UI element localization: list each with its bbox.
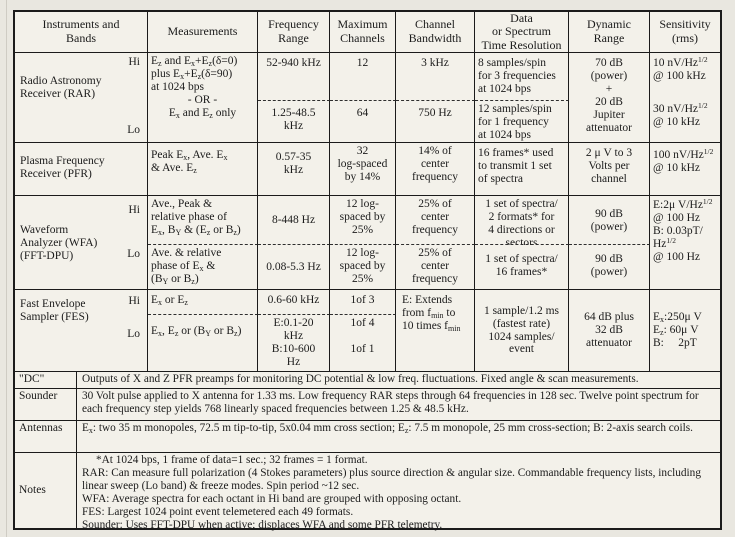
rar-hi-resolution: 8 samples/spin for 3 frequencies at 1024 bps — [475, 53, 569, 101]
rar-instrument-cell — [15, 53, 148, 143]
col-header-channel-bandwidth-label: Channel Bandwidth — [408, 17, 462, 45]
fes-instrument-cell — [15, 290, 148, 372]
rar-measurements-cell — [148, 53, 258, 143]
col-header-instruments-label: Instruments and Bands — [42, 17, 120, 45]
wfa-hi-measurements: Ave., Peak & relative phase of $E_x$, $B_Y$ & ($E_z$ or $B_z$) — [148, 196, 258, 245]
antennas-row-label: Antennas — [15, 421, 77, 452]
fes-hi-measurements: $E_x$ or $E_z$ — [148, 290, 258, 315]
fes-lo-frequency: E:0.1-20 kHz B:10-600 Hz — [258, 314, 330, 372]
wfa-lo-frequency — [258, 244, 330, 290]
wfa-lo-band-label: Lo — [127, 248, 140, 260]
wfa-instrument-cell — [15, 196, 148, 290]
col-header-maximum-channels — [330, 12, 396, 53]
rar-hi-band-label: Hi — [128, 56, 140, 68]
dc-row — [15, 372, 720, 389]
rar-measurements-a: $E_z$ and $E_x+E_z(\delta=0)$ plus $E_x+E_z(\delta=90)$ at 1024 bps — [151, 55, 238, 93]
fes-hi-channels: 1of 3 — [330, 290, 396, 315]
fes-resolution — [475, 290, 569, 372]
note-line-sounder: Sounder: Uses FFT-DPU when active; displaces WFA and some PFR telemetry. — [82, 519, 443, 532]
col-header-frequency-range — [258, 12, 330, 53]
wfa-lo-bandwidth: 25% of center frequency — [396, 244, 475, 290]
instrument-summary-table — [13, 10, 722, 530]
rar-hi-channels: 12 — [330, 53, 396, 101]
rar-dynamic-range: 70 dB (power) + 20 dB Jupiter attenuator — [569, 53, 650, 143]
dc-row-label: "DC" — [15, 372, 77, 388]
wfa-lo-channels: 12 log- spaced by 25% — [330, 244, 396, 290]
col-header-measurements-label: Measurements — [167, 24, 238, 39]
wfa-hi-frequency — [258, 196, 330, 245]
note-line-wfa: WFA: Average spectra for each octant in Hi band are grouped with opposing octant. — [82, 493, 462, 506]
wfa-hi-dynamic-range: 90 dB (power) — [569, 196, 650, 245]
antennas-row-text: $E_x$: two 35 m monopoles, 72.5 m tip-to-tip, 5x0.04 mm cross section; $E_z$: 7.5 m monopole, 25 mm cross-section; B: 2-axis search coils. — [82, 422, 693, 435]
pfr-instrument-cell — [15, 143, 148, 196]
notes-row-text — [77, 453, 720, 532]
wfa-hi-channels: 12 log- spaced by 25% — [330, 196, 396, 245]
rar-hi-sensitivity: 10 $nV/Hz^{1/2}$ @ 100 kHz — [653, 55, 708, 82]
rar-lo-frequency: 1.25-48.5 kHz — [258, 100, 330, 143]
rar-hi-bandwidth: 3 kHz — [396, 53, 475, 101]
col-header-instruments — [15, 12, 148, 53]
col-header-channel-bandwidth — [396, 12, 475, 53]
rar-name: Radio Astronomy Receiver (RAR) — [20, 75, 102, 100]
sounder-row-label: Sounder — [15, 389, 77, 420]
wfa-hi-resolution: 1 set of spectra/ 2 formats* for 4 directions or sectors — [475, 196, 569, 245]
fes-lo-channels-e: 1of 4 — [350, 317, 375, 329]
pfr-measurements: Peak $E_x$, Ave. $E_x$ & Ave. $E_z$ — [148, 143, 258, 196]
pfr-bandwidth: 14% of center frequency — [396, 143, 475, 196]
pfr-sensitivity: 100 $nV/Hz^{1/2}$ @ 10 kHz — [650, 143, 720, 196]
pfr-frequency: 0.57-35 kHz — [258, 143, 330, 196]
rar-sensitivity-cell — [650, 53, 720, 143]
rar-hi-frequency: 52-940 kHz — [258, 53, 330, 101]
antennas-row — [15, 421, 720, 453]
col-header-maximum-channels-label: Maximum Channels — [337, 17, 388, 45]
sounder-row — [15, 389, 720, 421]
fes-bandwidth: E: Extends from $f_{min}$ to 10 times $f_{min}$ — [396, 290, 475, 372]
rar-lo-band-label: Lo — [127, 124, 140, 137]
wfa-hi-frequency-value: 8-448 Hz — [271, 214, 316, 226]
scan-artifact-line — [6, 0, 7, 537]
rar-lo-bandwidth: 750 Hz — [396, 100, 475, 143]
col-header-frequency-range-label: Frequency Range — [268, 17, 319, 45]
dc-row-text: Outputs of X and Z PFR preamps for monitoring DC potential & low freq. fluctuations. Fixed angle & scan measurements. — [82, 373, 639, 385]
rar-lo-channels: 64 — [330, 100, 396, 143]
fes-name: Fast Envelope Sampler (FES) — [20, 298, 89, 323]
notes-row-label: Notes — [15, 453, 77, 528]
notes-row — [15, 453, 720, 532]
fes-resolution-value: 1 sample/1.2 ms (fastest rate) 1024 samples/ event — [483, 304, 560, 356]
fes-sensitivity-value: $E_x:250\mu$ V $E_z$: 60μ V B: 2pT — [653, 311, 702, 349]
fes-hi-frequency: 0.6-60 kHz — [258, 290, 330, 315]
fes-lo-channels — [330, 314, 396, 372]
rar-lo-sensitivity: 30 $nV/Hz^{1/2}$ @ 10 kHz — [653, 101, 708, 128]
wfa-sensitivity: E:2μ $V/Hz^{1/2}$ @ 100 Hz B: 0.03pT/ $Hz^{1/2}$ @ 100 Hz — [650, 196, 720, 290]
rar-measurements-b: $E_x$ and $E_z$ only — [168, 106, 237, 120]
fes-dynamic-range-value: 64 dB plus 32 dB attenuator — [584, 311, 634, 349]
col-header-dynamic-range-label: Dynamic Range — [587, 17, 631, 45]
pfr-resolution: 16 frames* used to transmit 1 set of spectra — [475, 143, 569, 196]
col-header-time-resolution-label: Data or Spectrum Time Resolution — [481, 12, 562, 52]
wfa-name: Waveform Analyzer (WFA) (FFT-DPU) — [20, 224, 98, 262]
fes-lo-channels-b: 1of 1 — [350, 342, 375, 355]
pfr-channels: 32 log-spaced by 14% — [330, 143, 396, 196]
col-header-measurements — [148, 12, 258, 53]
col-header-sensitivity — [650, 12, 720, 53]
wfa-hi-bandwidth: 25% of center frequency — [396, 196, 475, 245]
fes-dynamic-range — [569, 290, 650, 372]
fes-lo-measurements: $E_x$, $E_z$ or ($B_Y$ or $B_z$) — [148, 314, 258, 372]
col-header-dynamic-range — [569, 12, 650, 53]
wfa-lo-frequency-value: 0.08-5.3 Hz — [266, 260, 321, 273]
pfr-dynamic-range: 2 μ V to 3 Volts per channel — [569, 143, 650, 196]
col-header-sensitivity-label: Sensitivity (rms) — [659, 17, 711, 45]
fes-hi-band-label: Hi — [128, 295, 140, 307]
note-line-format: *At 1024 bps, 1 frame of data=1 sec.; 32 frames = 1 format. — [96, 454, 368, 466]
col-header-time-resolution — [475, 12, 569, 53]
sounder-row-text: 30 Volt pulse applied to X antenna for 1.33 ms. Low frequency RAR steps through 64 frequencies in 128 sec. Twelve point spectrum for each frequency step yields 768 linearly spaced frequencies between 1.25 & 48.5 kHz. — [82, 390, 699, 416]
wfa-hi-band-label: Hi — [128, 204, 140, 216]
note-line-rar: RAR: Can measure full polarization (4 Stokes parameters) plus source direction & angular size. Commandable frequency lists, including linear sweep (Lo band) & freeze modes. Spin period ~12 sec. — [82, 467, 701, 493]
fes-sensitivity — [650, 290, 720, 372]
wfa-lo-dynamic-range: 90 dB (power) — [569, 244, 650, 290]
fes-lo-band-label: Lo — [127, 328, 140, 340]
note-line-fes: FES: Largest 1024 point event telemetered each 49 formats. — [82, 506, 354, 519]
wfa-lo-measurements: Ave. & relative phase of $E_x$ & ($B_Y$ or $B_z$) — [148, 244, 258, 290]
wfa-lo-resolution: 1 set of spectra/ 16 frames* — [475, 244, 569, 290]
rar-lo-resolution: 12 samples/spin for 1 frequency at 1024 bps — [475, 100, 569, 143]
rar-measurements-or: - OR - — [187, 93, 218, 106]
pfr-name: Plasma Frequency Receiver (PFR) — [20, 155, 105, 180]
